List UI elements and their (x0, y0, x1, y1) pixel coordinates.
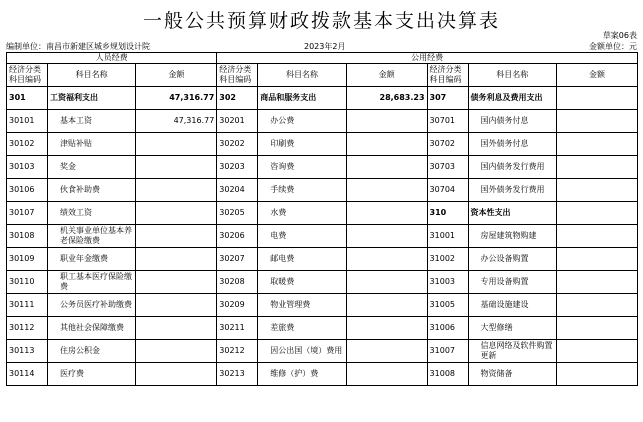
amount-cell (556, 133, 637, 156)
table-row (7, 340, 638, 363)
econ-code-cell: 30209 (217, 294, 258, 317)
amount-cell: 47,316.77 (136, 87, 217, 110)
amount-cell (136, 156, 217, 179)
econ-code-cell: 30211 (217, 317, 258, 340)
econ-code-cell: 30106 (7, 179, 48, 202)
item-name-cell: 职业年金缴费 (47, 248, 135, 271)
econ-code-cell: 30212 (217, 340, 258, 363)
item-name-cell: 国外债务发行费用 (468, 179, 556, 202)
item-name-cell: 信息网络及软件购置更新 (468, 340, 556, 363)
item-name-cell: 伙食补助费 (47, 179, 135, 202)
table-row (7, 248, 638, 271)
item-name-cell: 其他社会保障缴费 (47, 317, 135, 340)
report-title: 一般公共预算财政拨款基本支出决算表 (142, 10, 500, 32)
col-header-name: 科目名称 (258, 64, 346, 87)
econ-code-cell: 30114 (7, 363, 48, 386)
amount-cell (136, 340, 217, 363)
item-name-cell: 邮电费 (258, 248, 346, 271)
amount-cell (556, 110, 637, 133)
econ-code-cell: 307 (427, 87, 468, 110)
col-header-code: 经济分类科目编码 (217, 64, 258, 87)
item-name-cell: 差旅费 (258, 317, 346, 340)
amount-cell (136, 363, 217, 386)
amount-cell (136, 317, 217, 340)
econ-code-cell: 31006 (427, 317, 468, 340)
col-header-name: 科目名称 (47, 64, 135, 87)
table-row (7, 179, 638, 202)
amount-cell (556, 248, 637, 271)
amount-cell (136, 271, 217, 294)
amount-cell (556, 271, 637, 294)
item-name-cell: 机关事业单位基本养老保险缴费 (47, 225, 135, 248)
item-name-cell: 工资福利支出 (47, 87, 135, 110)
econ-code-cell: 30110 (7, 271, 48, 294)
item-name-cell: 住房公积金 (47, 340, 135, 363)
group-header-personnel: 人员经费 (7, 53, 217, 64)
econ-code-cell: 30208 (217, 271, 258, 294)
col-header-code: 经济分类科目编码 (427, 64, 468, 87)
econ-code-cell: 30704 (427, 179, 468, 202)
item-name-cell: 取暖费 (258, 271, 346, 294)
amount-cell: 28,683.23 (346, 87, 427, 110)
table-row (7, 317, 638, 340)
table-row (7, 202, 638, 225)
amount-cell (556, 179, 637, 202)
item-name-cell: 国外债务付息 (468, 133, 556, 156)
econ-code-cell: 30113 (7, 340, 48, 363)
econ-code-cell: 30703 (427, 156, 468, 179)
table-row (7, 271, 638, 294)
amount-cell (136, 179, 217, 202)
amount-cell (556, 340, 637, 363)
amount-cell (136, 133, 217, 156)
amount-cell (346, 202, 427, 225)
reporting-unit: 编制单位：南昌市新建区城乡规划设计院 (6, 42, 150, 51)
amount-cell (136, 294, 217, 317)
col-header-code: 经济分类科目编码 (7, 64, 48, 87)
amount-cell (136, 248, 217, 271)
col-header-amount: 金额 (346, 64, 427, 87)
econ-code-cell: 30108 (7, 225, 48, 248)
item-name-cell: 国内债务付息 (468, 110, 556, 133)
amount-cell (556, 87, 637, 110)
item-name-cell: 基本工资 (47, 110, 135, 133)
item-name-cell: 办公费 (258, 110, 346, 133)
table-row (7, 156, 638, 179)
item-name-cell: 咨询费 (258, 156, 346, 179)
amount-cell (136, 202, 217, 225)
amount-cell (346, 110, 427, 133)
econ-code-cell: 31008 (427, 363, 468, 386)
amount-cell (556, 317, 637, 340)
form-code: 草案06表 (602, 31, 637, 40)
amount-cell (346, 156, 427, 179)
econ-code-cell: 30203 (217, 156, 258, 179)
econ-code-cell: 31005 (427, 294, 468, 317)
amount-cell (346, 133, 427, 156)
econ-code-cell: 30107 (7, 202, 48, 225)
econ-code-cell: 30213 (217, 363, 258, 386)
col-header-amount: 金额 (136, 64, 217, 87)
amount-cell (556, 225, 637, 248)
econ-code-cell: 30101 (7, 110, 48, 133)
item-name-cell: 绩效工资 (47, 202, 135, 225)
item-name-cell: 电费 (258, 225, 346, 248)
econ-code-cell: 30202 (217, 133, 258, 156)
econ-code-cell: 30103 (7, 156, 48, 179)
report-period: 2023年2月 (304, 42, 346, 51)
item-name-cell: 因公出国（境）费用 (258, 340, 346, 363)
item-name-cell: 商品和服务支出 (258, 87, 346, 110)
econ-code-cell: 30102 (7, 133, 48, 156)
expenditure-table (6, 52, 638, 386)
econ-code-cell: 301 (7, 87, 48, 110)
item-name-cell: 水费 (258, 202, 346, 225)
item-name-cell: 专用设备购置 (468, 271, 556, 294)
econ-code-cell: 30109 (7, 248, 48, 271)
amount-cell (346, 179, 427, 202)
econ-code-cell: 30111 (7, 294, 48, 317)
money-unit: 金额单位：元 (589, 42, 637, 51)
table-row (7, 363, 638, 386)
econ-code-cell: 302 (217, 87, 258, 110)
econ-code-cell: 30207 (217, 248, 258, 271)
table-row (7, 225, 638, 248)
item-name-cell: 维修（护）费 (258, 363, 346, 386)
item-name-cell: 手续费 (258, 179, 346, 202)
item-name-cell: 医疗费 (47, 363, 135, 386)
econ-code-cell: 310 (427, 202, 468, 225)
item-name-cell: 职工基本医疗保险缴费 (47, 271, 135, 294)
amount-cell (556, 363, 637, 386)
item-name-cell: 物业管理费 (258, 294, 346, 317)
table-row (7, 87, 638, 110)
item-name-cell: 印刷费 (258, 133, 346, 156)
amount-cell: 47,316.77 (136, 110, 217, 133)
item-name-cell: 基础设施建设 (468, 294, 556, 317)
item-name-cell: 公务员医疗补助缴费 (47, 294, 135, 317)
amount-cell (556, 294, 637, 317)
amount-cell (346, 225, 427, 248)
econ-code-cell: 31001 (427, 225, 468, 248)
amount-cell (136, 225, 217, 248)
amount-cell (346, 340, 427, 363)
econ-code-cell: 30112 (7, 317, 48, 340)
amount-cell (346, 317, 427, 340)
econ-code-cell: 31003 (427, 271, 468, 294)
col-header-name: 科目名称 (468, 64, 556, 87)
item-name-cell: 物资储备 (468, 363, 556, 386)
table-row (7, 110, 638, 133)
item-name-cell: 债务利息及费用支出 (468, 87, 556, 110)
amount-cell (346, 294, 427, 317)
table-row (7, 294, 638, 317)
table-body (7, 87, 638, 386)
item-name-cell: 资本性支出 (468, 202, 556, 225)
item-name-cell: 大型修缮 (468, 317, 556, 340)
amount-cell (556, 202, 637, 225)
amount-cell (346, 363, 427, 386)
table-row (7, 133, 638, 156)
econ-code-cell: 30201 (217, 110, 258, 133)
econ-code-cell: 30701 (427, 110, 468, 133)
amount-cell (556, 156, 637, 179)
item-name-cell: 津贴补贴 (47, 133, 135, 156)
amount-cell (346, 271, 427, 294)
item-name-cell: 房屋建筑物购建 (468, 225, 556, 248)
econ-code-cell: 30204 (217, 179, 258, 202)
item-name-cell: 国内债务发行费用 (468, 156, 556, 179)
amount-cell (346, 248, 427, 271)
item-name-cell: 奖金 (47, 156, 135, 179)
item-name-cell: 办公设备购置 (468, 248, 556, 271)
col-header-amount: 金额 (556, 64, 637, 87)
econ-code-cell: 30702 (427, 133, 468, 156)
econ-code-cell: 31002 (427, 248, 468, 271)
econ-code-cell: 30206 (217, 225, 258, 248)
econ-code-cell: 31007 (427, 340, 468, 363)
group-header-public: 公用经费 (217, 53, 638, 64)
econ-code-cell: 30205 (217, 202, 258, 225)
